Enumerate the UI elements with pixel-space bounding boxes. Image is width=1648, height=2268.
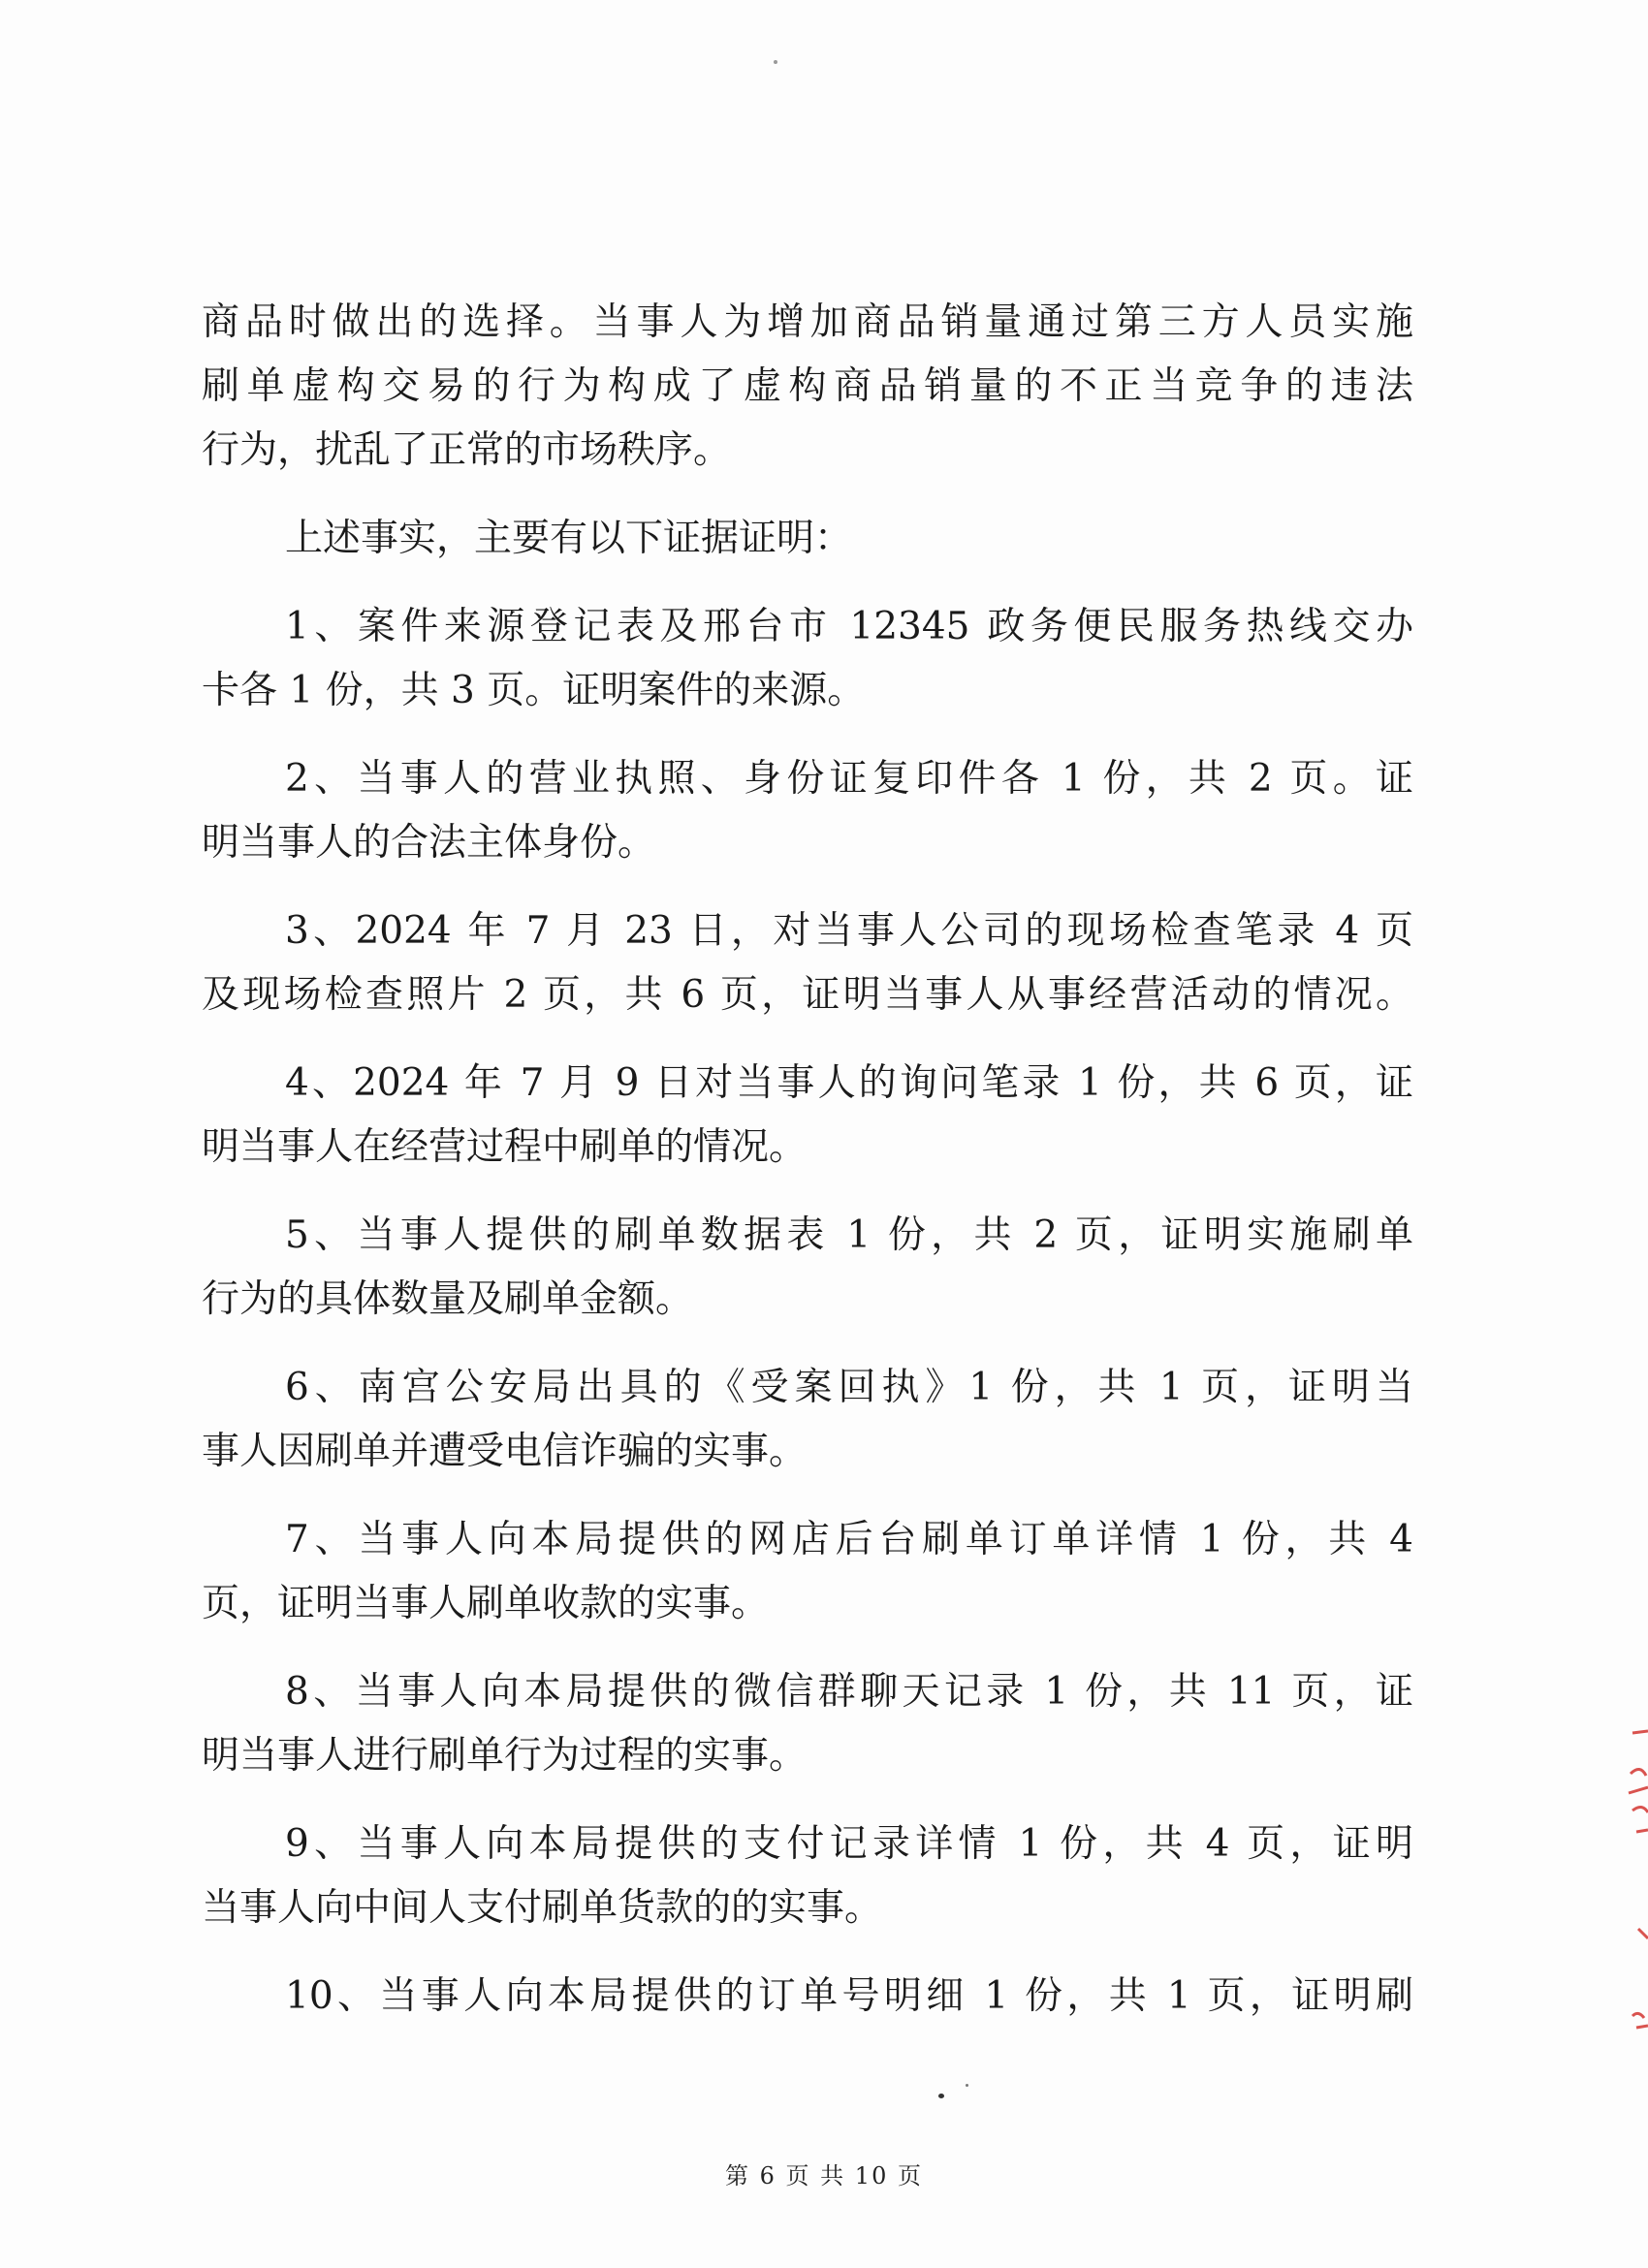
evidence-item-4-line-1: 4、2024 年 7 月 9 日对当事人的询问笔录 1 份，共 6 页，证 [285,1061,1413,1105]
evidence-item-5-line-2: 行为的具体数量及刷单金额。 [202,1277,694,1321]
evidence-item-2-line-2: 明当事人的合法主体身份。 [202,821,656,865]
evidence-item-3-line-2: 及现场检查照片 2 页，共 6 页，证明当事人从事经营活动的情况。 [202,973,1413,1017]
evidence-item-6-line-1: 6、南宫公安局出具的《受案回执》1 份，共 1 页，证明当 [285,1366,1413,1409]
document-body [202,291,1413,2029]
evidence-item-7-line-1: 7、当事人向本局提供的网店后台刷单订单详情 1 份，共 4 [285,1518,1413,1561]
evidence-item-8-line-2: 明当事人进行刷单行为过程的实事。 [202,1734,808,1778]
body-line: 商品时做出的选择。当事人为增加商品销量通过第三方人员实施 [202,300,1413,344]
evidence-item-1-line-2: 卡各 1 份，共 3 页。证明案件的来源。 [202,669,866,712]
evidence-intro: 上述事实，主要有以下证据证明： [285,517,853,560]
evidence-item-8-line-1: 8、当事人向本局提供的微信群聊天记录 1 份，共 11 页，证 [285,1670,1413,1714]
evidence-item-6-line-2: 事人因刷单并遭受电信诈骗的实事。 [202,1430,808,1473]
evidence-item-3-line-1: 3、2024 年 7 月 23 日，对当事人公司的现场检查笔录 4 页 [285,909,1413,953]
scan-speck [938,2094,944,2098]
scan-speck [774,60,777,64]
evidence-item-10-line-1: 10、当事人向本局提供的订单号明细 1 份，共 1 页，证明刷 [285,1974,1413,2018]
seal-stamp-fragment [1594,1725,1648,2035]
evidence-item-1-line-1: 1、案件来源登记表及邢台市 12345 政务便民服务热线交办 [285,605,1413,648]
evidence-item-4-line-2: 明当事人在经营过程中刷单的情况。 [202,1125,808,1169]
page-number: 第 6 页 共 10 页 [725,2162,923,2189]
body-line: 行为，扰乱了正常的市场秩序。 [202,428,732,472]
evidence-item-2-line-1: 2、当事人的营业执照、身份证复印件各 1 份，共 2 页。证 [285,757,1413,801]
scan-speck [966,2084,968,2087]
evidence-item-9-line-1: 9、当事人向本局提供的支付记录详情 1 份，共 4 页，证明 [285,1822,1413,1866]
evidence-item-5-line-1: 5、当事人提供的刷单数据表 1 份，共 2 页，证明实施刷单 [285,1213,1413,1257]
evidence-item-7-line-2: 页，证明当事人刷单收款的实事。 [202,1582,770,1625]
evidence-item-9-line-2: 当事人向中间人支付刷单货款的的实事。 [202,1886,883,1930]
body-line: 刷单虚构交易的行为构成了虚构商品销量的不正当竞争的违法 [202,364,1413,408]
